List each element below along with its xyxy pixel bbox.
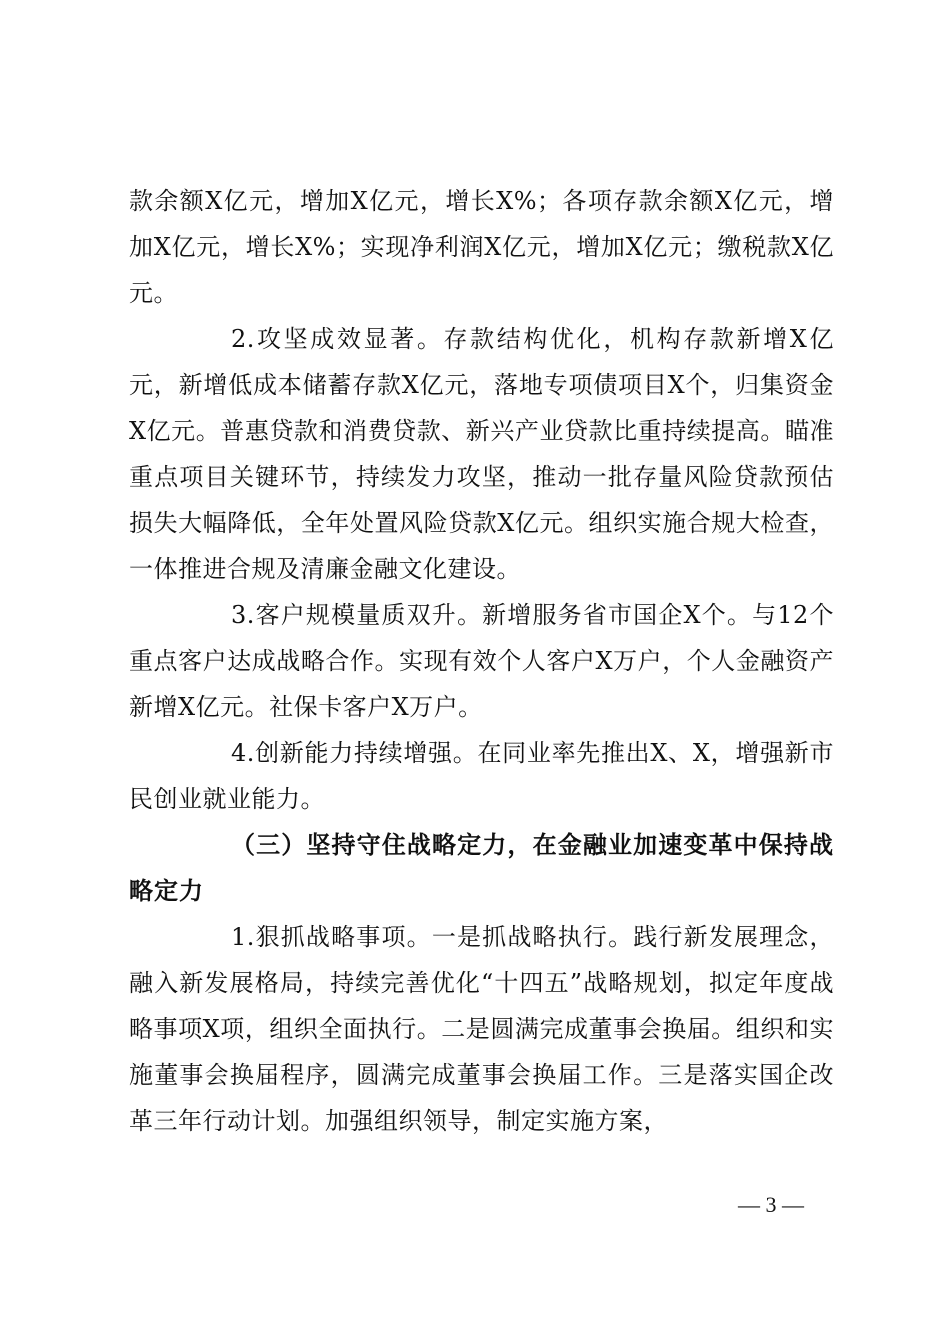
paragraph-item-3-customers: 3.客户规模量质双升。新增服务省市国企X个。与12个重点客户达成战略合作。实现有效个人客户X万户，个人金融资产新增X亿元。社保卡客户X万户。	[129, 601, 834, 721]
page-number: — 3 —	[738, 1192, 804, 1217]
paragraph-strategy-items: 1.狠抓战略事项。一是抓战略执行。践行新发展理念，融入新发展格局，持续完善优化“十四五”战略规划，拟定年度战略事项X项，组织全面执行。二是圆满完成董事会换届。组织和实施董事会换届程序，圆满完成董事会换届工作。三是落实国企改革三年行动计划。加强组织领导，制定实施方案，	[129, 923, 834, 1135]
paragraph-financial-summary: 款余额X亿元，增加X亿元，增长X%；各项存款余额X亿元，增加X亿元，增长X%；实现净利润X亿元，增加X亿元；缴税款X亿元。	[129, 187, 834, 307]
document-body	[129, 178, 834, 1144]
paragraph-item-4-innovation: 4.创新能力持续增强。在同业率先推出X、X，增强新市民创业就业能力。	[129, 739, 834, 813]
section-heading-3: （三）坚持守住战略定力，在金融业加速变革中保持战略定力	[129, 831, 834, 905]
paragraph-item-2-results: 2.攻坚成效显著。存款结构优化，机构存款新增X亿元，新增低成本储蓄存款X亿元，落地专项债项目X个，归集资金X亿元。普惠贷款和消费贷款、新兴产业贷款比重持续提高。瞄准重点项目关键环节，持续发力攻坚，推动一批存量风险贷款预估损失大幅降低，全年处置风险贷款X亿元。组织实施合规大检查，一体推进合规及清廉金融文化建设。	[129, 325, 834, 583]
